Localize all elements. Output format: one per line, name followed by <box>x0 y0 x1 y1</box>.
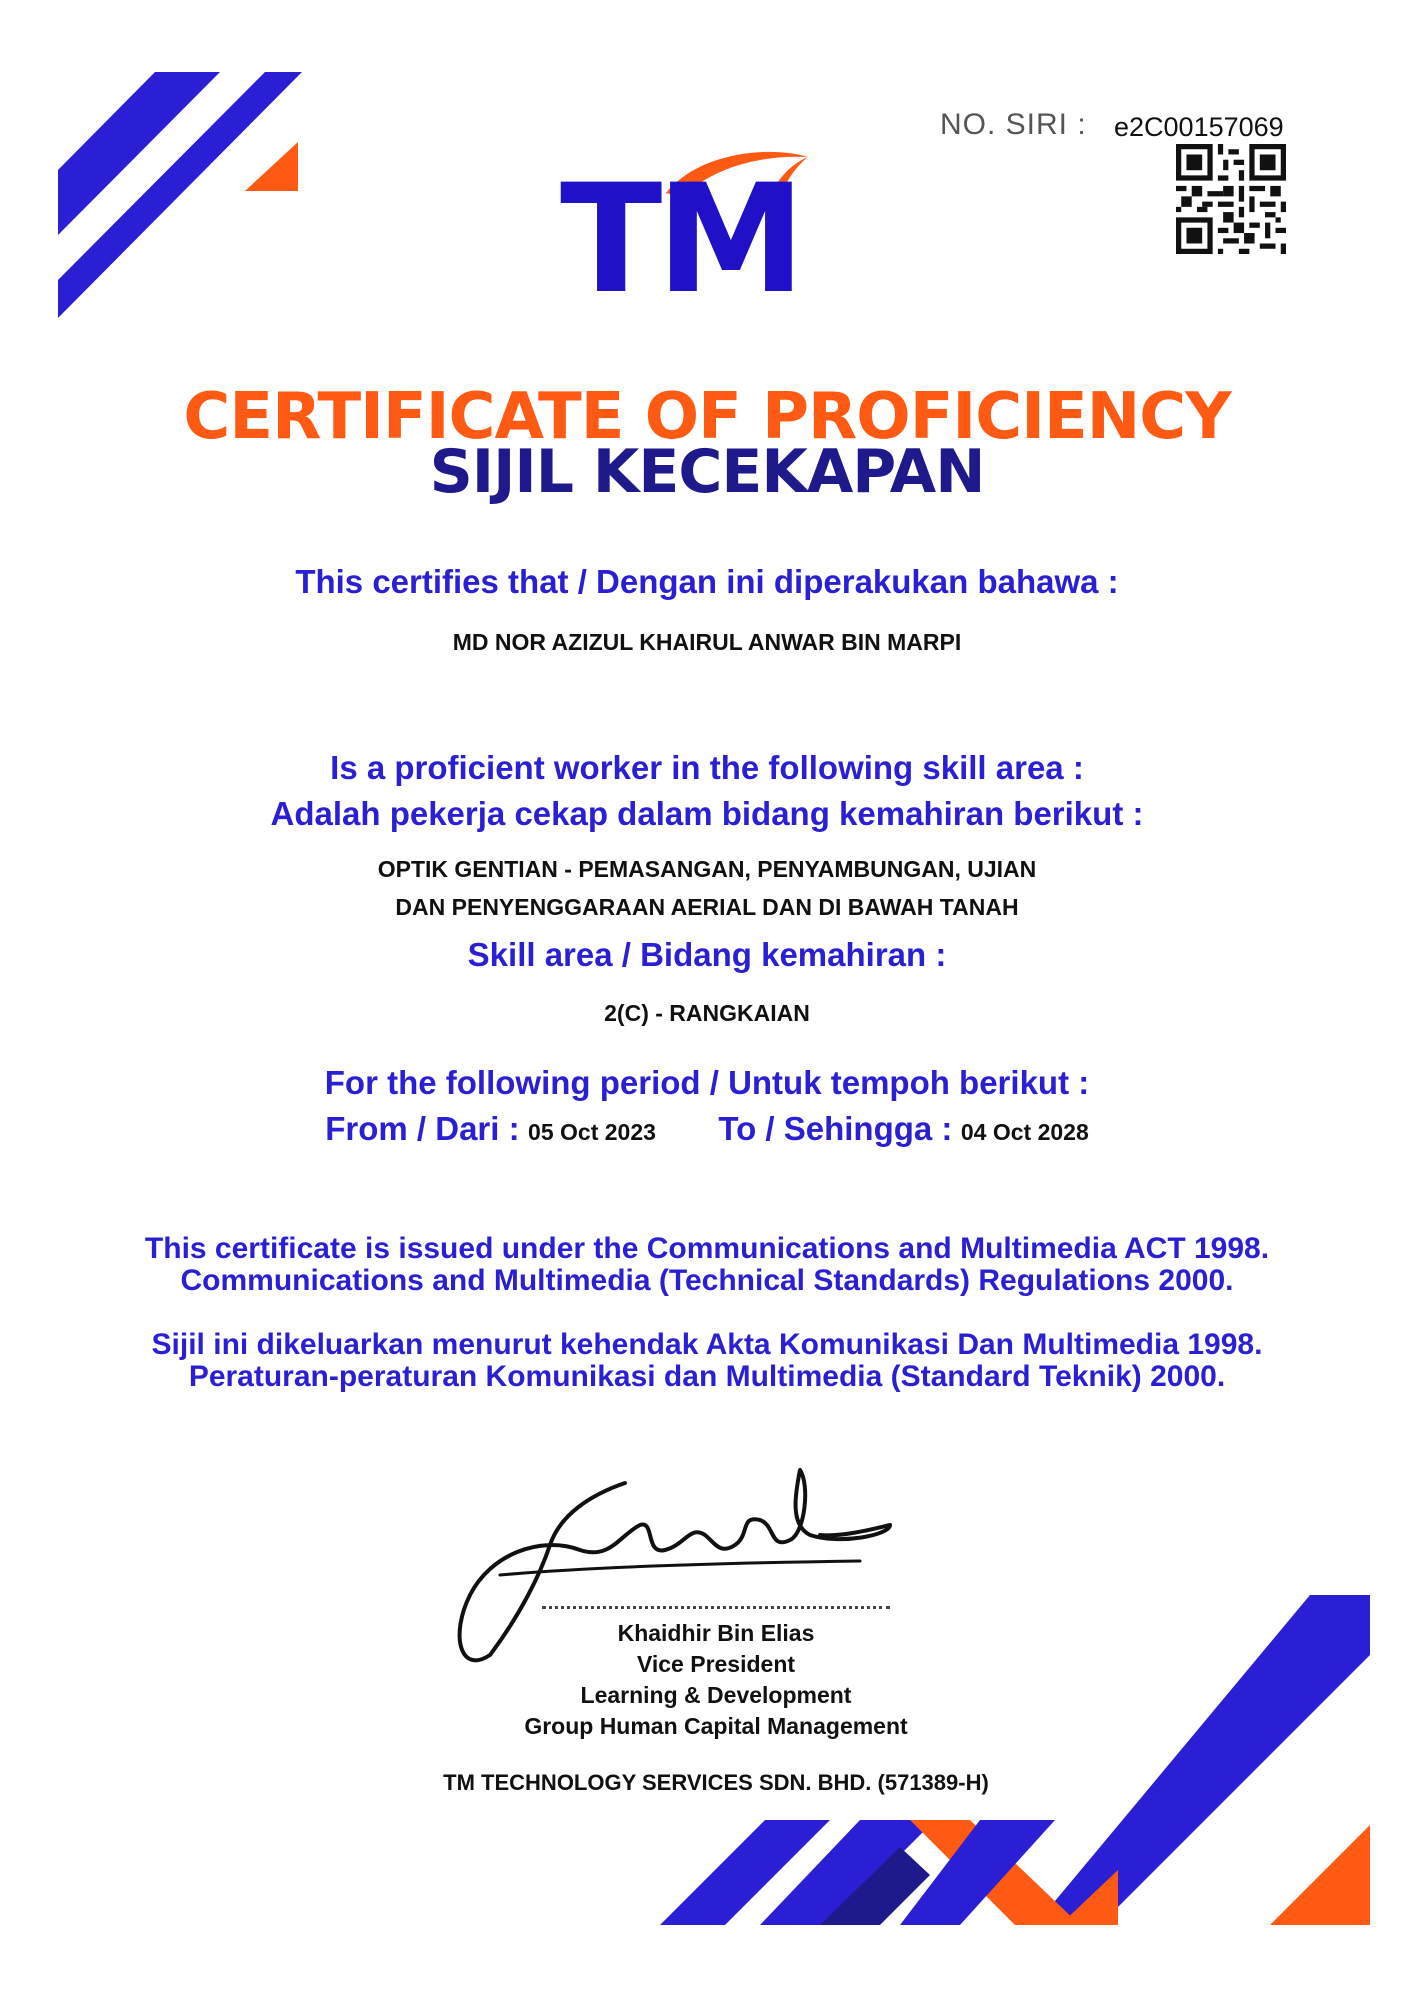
from-date: 05 Oct 2023 <box>528 1119 656 1145</box>
period-dates <box>0 1112 1414 1145</box>
signatory-name: Khaidhir Bin Elias <box>617 1620 815 1646</box>
to-date: 04 Oct 2028 <box>960 1119 1089 1145</box>
skill-area-value: 2(C) - RANGKAIAN <box>604 1000 810 1026</box>
to-label: To / Sehingga : <box>718 1110 953 1147</box>
skill-description-line-1: OPTIK GENTIAN - PEMASANGAN, PENYAMBUNGAN, UJIAN <box>377 856 1037 882</box>
bottom-right-stripes <box>640 1585 1380 1955</box>
serial-number: e2C00157069 <box>1114 112 1284 142</box>
top-left-stripes <box>40 60 310 320</box>
signatory-title: Vice President <box>636 1651 796 1677</box>
tm-logo <box>560 145 860 327</box>
proficient-label-ms: Adalah pekerja cekap dalam bidang kemahiran berikut : <box>270 795 1144 832</box>
legal-en-line-2: Communications and Multimedia (Technical Standards) Regulations 2000. <box>180 1264 1234 1297</box>
legal-ms-line-2: Peraturan-peraturan Komunikasi dan Multimedia (Standard Teknik) 2000. <box>188 1360 1226 1393</box>
legal-ms-line-1: Sijil ini dikeluarkan menurut kehendak Akta Komunikasi Dan Multimedia 1998. <box>151 1328 1263 1361</box>
skill-area-label: Skill area / Bidang kemahiran : <box>467 936 947 973</box>
signatory-division: Group Human Capital Management <box>524 1713 908 1739</box>
certifies-label: This certifies that / Dengan ini diperakukan bahawa : <box>295 563 1119 600</box>
qr-code <box>1176 144 1286 254</box>
skill-description-line-2: DAN PENYENGGARAAN AERIAL DAN DI BAWAH TANAH <box>395 894 1019 920</box>
certificate-title: CERTIFICATE OF PROFICIENCY <box>183 380 1231 454</box>
proficient-label-en: Is a proficient worker in the following skill area : <box>330 749 1084 786</box>
from-label: From / Dari : <box>325 1110 520 1147</box>
certificate-subtitle: SIJIL KECEKAPAN <box>429 437 985 507</box>
period-label: For the following period / Untuk tempoh berikut : <box>324 1064 1090 1101</box>
legal-en-line-1: This certificate is issued under the Communications and Multimedia ACT 1998. <box>144 1232 1270 1265</box>
logo-text: TM <box>560 153 800 327</box>
holder-name: MD NOR AZIZUL KHAIRUL ANWAR BIN MARPI <box>452 629 962 655</box>
signatory-department: Learning & Development <box>580 1682 852 1708</box>
serial-label: NO. SIRI : <box>940 108 1087 141</box>
company-name: TM TECHNOLOGY SERVICES SDN. BHD. (571389-H) <box>443 1770 989 1795</box>
